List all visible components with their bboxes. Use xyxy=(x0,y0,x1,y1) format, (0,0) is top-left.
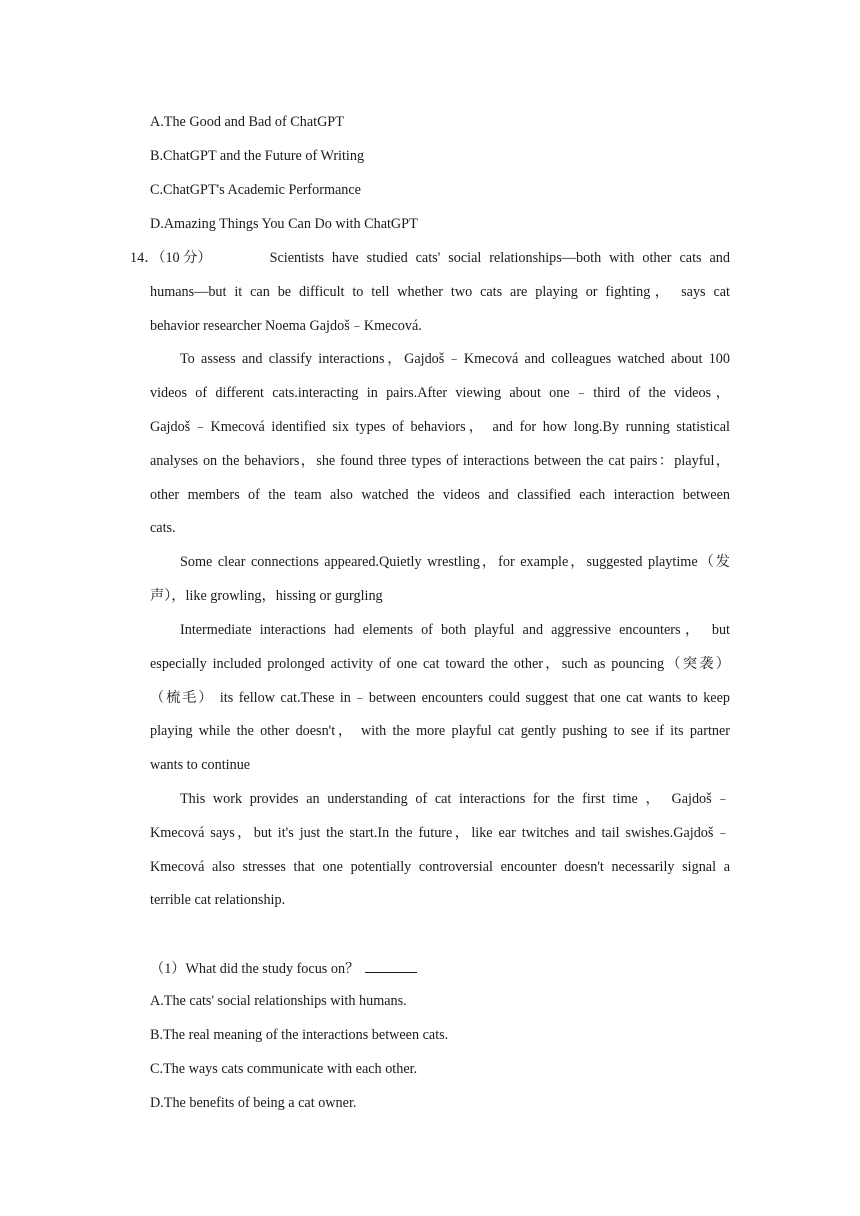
passage-line: behavior researcher Noema Gajdoš﹣Kmecová. xyxy=(150,318,422,334)
passage-line: analyses on the behaviors，she found three types of interactions between the cat pairs：playful， xyxy=(150,453,730,469)
passage-line: wants to continue xyxy=(150,757,251,773)
passage-line: humans—but it can be difficult to tell whether two cats are playing or fighting， says cat xyxy=(150,284,730,300)
question-14-first-line xyxy=(130,248,730,268)
option-a: A.The Good and Bad of ChatGPT xyxy=(150,114,344,130)
passage-line: Kmecová also stresses that one potentially controversial encounter doesn't necessarily signal a xyxy=(150,859,730,875)
passage-line: other members of the team also watched the videos and classified each interaction between xyxy=(150,487,730,503)
sub-question-1 xyxy=(150,958,730,978)
passage-line: 声），like growling，hissing or gurgling xyxy=(150,588,383,604)
sub-option-c: C.The ways cats communicate with each other. xyxy=(150,1061,418,1077)
option-d: D.Amazing Things You Can Do with ChatGPT xyxy=(150,216,418,232)
passage-line: Scientists have studied cats' social relationships—both with other cats and xyxy=(269,250,730,266)
option-b: B.ChatGPT and the Future of Writing xyxy=(150,148,365,164)
passage-line: especially included prolonged activity of one cat toward the other，such as pouncing（突袭） xyxy=(150,656,730,672)
sub-option-b: B.The real meaning of the interactions between cats. xyxy=(150,1027,449,1043)
passage-line: videos of different cats.interacting in pairs.After viewing about one﹣third of the videos， xyxy=(150,385,730,401)
passage-line: Kmecová says，but it's just the start.In the future，like ear twitches and tail swishes.Gajdoš﹣ xyxy=(150,825,730,841)
sub-question-prompt: （1）What did the study focus on？ xyxy=(150,961,360,977)
passage-line: playing while the other doesn't， with the more playful cat gently pushing to see if its partner xyxy=(150,723,730,739)
sub-option-d: D.The benefits of being a cat owner. xyxy=(150,1095,357,1111)
passage-line: terrible cat relationship. xyxy=(150,892,286,908)
passage-line: Gajdoš﹣Kmecová identified six types of behaviors， and for how long.By running statistical xyxy=(150,419,730,435)
sub-option-a: A.The cats' social relationships with humans. xyxy=(150,993,407,1009)
passage-line: cats. xyxy=(150,520,176,536)
passage-line: Some clear connections appeared.Quietly wrestling，for example，suggested playtime（发 xyxy=(180,554,730,570)
passage-line: This work provides an understanding of cat interactions for the first time ， Gajdoš﹣ xyxy=(180,791,730,807)
question-number: 14．（10 分） xyxy=(130,250,212,266)
passage-line: （梳毛） its fellow cat.These in﹣between encounters could suggest that one cat wants to keep xyxy=(150,690,730,706)
answer-blank[interactable] xyxy=(365,958,417,973)
option-c: C.ChatGPT's Academic Performance xyxy=(150,182,361,198)
passage-line: To assess and classify interactions，Gajdoš﹣Kmecová and colleagues watched about 100 xyxy=(180,351,730,367)
passage-line: Intermediate interactions had elements of both playful and aggressive encounters， but xyxy=(180,622,730,638)
